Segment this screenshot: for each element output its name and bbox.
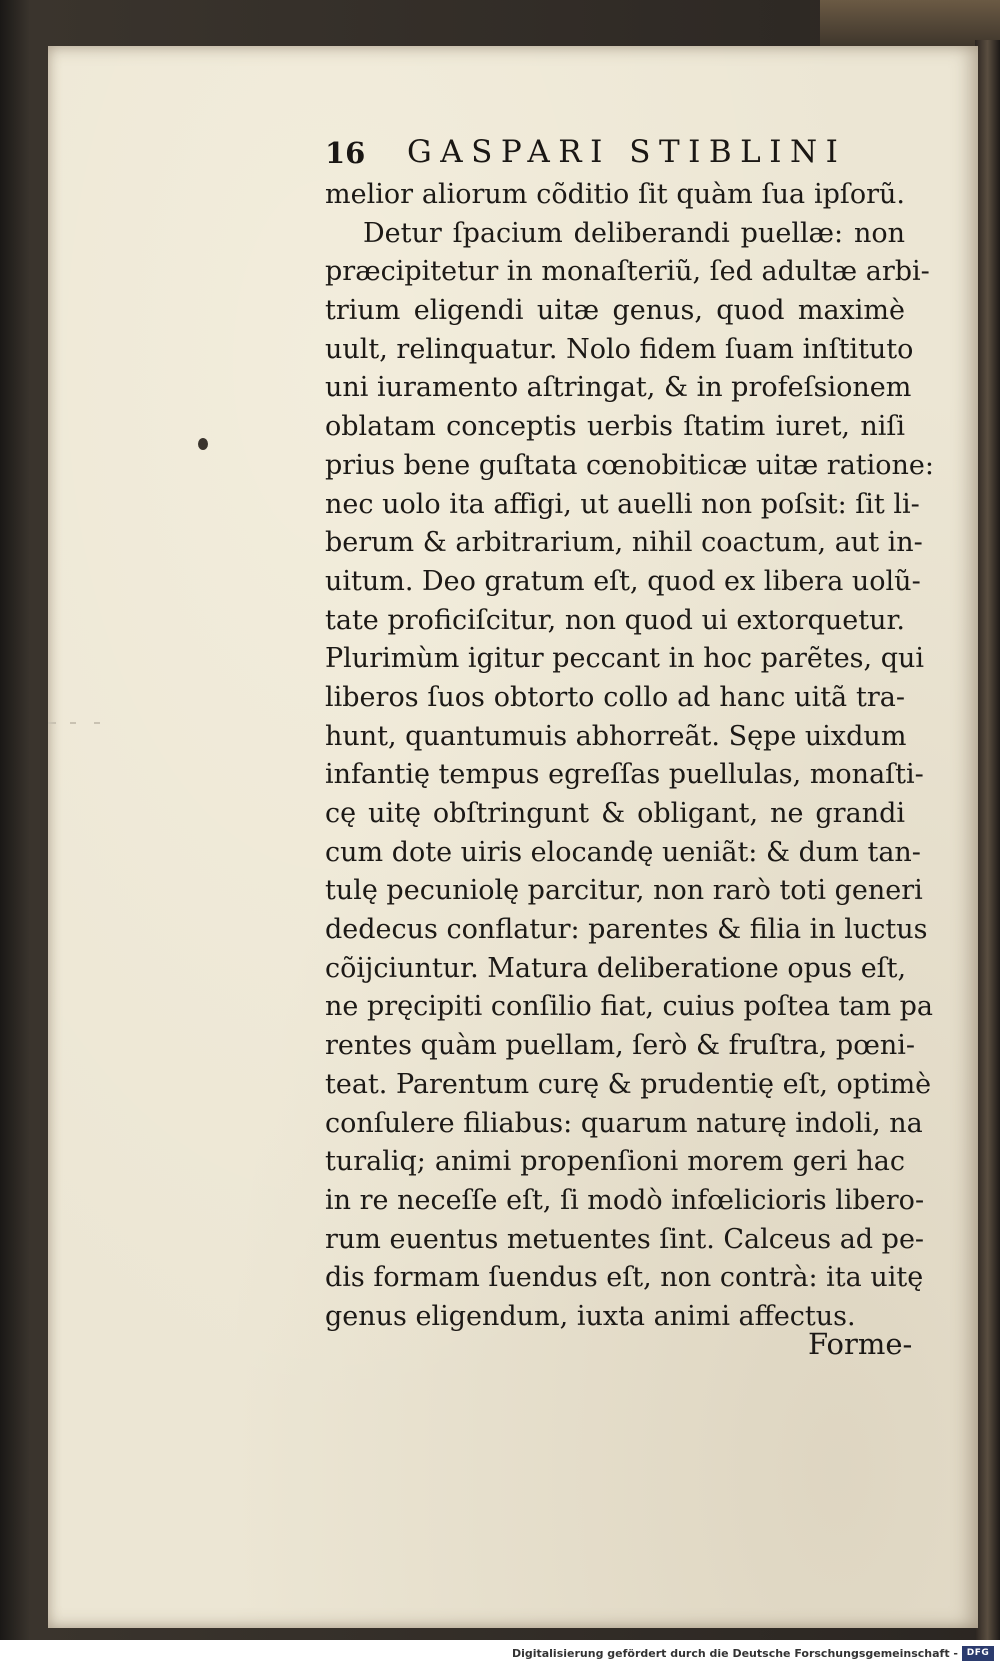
text-line: rum euentus metuentes ſint. Calceus ad pe- — [325, 1223, 925, 1255]
text-line: melior aliorum cõditio ſit quàm ſua ipſorũ. — [325, 179, 905, 210]
margin-mark — [94, 722, 100, 724]
body-text — [325, 176, 945, 1337]
text-line: dedecus conflatur: parentes & filia in luctus — [325, 914, 928, 946]
text-line: prius bene guſtata cœnobiticæ uitæ ratione: — [325, 449, 935, 481]
text-line: cę uitę obſtringunt & obligant, ne grandi — [325, 798, 905, 829]
text-line: rentes quàm puellam, ſerò & fruſtra, pœni- — [325, 1030, 916, 1062]
text-line: liberos ſuos obtorto collo ad hanc uitã tra- — [325, 681, 905, 713]
text-line: nec uolo ita affigi, ut auelli non poſsit: ſit li- — [325, 488, 920, 520]
text-line: teat. Parentum curę & prudentię eſt, optimè — [325, 1068, 932, 1100]
text-line: genus eligendum, iuxta animi affectus. — [325, 1300, 856, 1332]
page-number: 16 — [325, 136, 366, 170]
text-line: ne pręcipiti conſilio fiat, cuius poſtea tam pa — [325, 991, 934, 1023]
text-line: uult, relinquatur. Nolo fidem ſuam inſtituto — [325, 333, 914, 365]
text-line: turaliq; animi propenſioni morem geri hac — [325, 1146, 905, 1178]
text-line: infantię tempus egreſſas puellulas, monaſti- — [325, 759, 924, 791]
ink-spot — [198, 438, 208, 450]
book-binding-top — [820, 0, 1000, 50]
text-line: Plurimùm igitur peccant in hoc parẽtes, qui — [325, 643, 924, 675]
text-line: in re neceſſe eſt, ſi modò infœlicioris libero- — [325, 1184, 925, 1216]
text-line: hunt, quantumuis abhorreãt. Sępe uixdum — [325, 720, 907, 752]
text-line: cum dote uiris elocandę ueniãt: & dum tan- — [325, 836, 921, 868]
text-line: dis formam ſuendus eſt, non contrà: ita uitę — [325, 1262, 924, 1294]
margin-mark — [70, 722, 76, 724]
text-line: uni iuramento aſtringat, & in profeſsionem — [325, 372, 912, 404]
text-line: cõijciuntur. Matura deliberatione opus eſt, — [325, 952, 907, 984]
book-binding-edge — [975, 40, 1000, 1640]
catchword: Forme- — [808, 1327, 913, 1361]
text-line: tulę pecuniolę parcitur, non rarò toti generi — [325, 875, 923, 907]
text-line: præcipitetur in monaſteriũ, ſed adultæ arbi- — [325, 256, 930, 288]
running-head — [325, 134, 905, 174]
dfg-logo: DFG — [962, 1646, 994, 1661]
margin-mark — [48, 722, 56, 724]
text-line: berum & arbitrarium, nihil coactum, aut in- — [325, 527, 923, 559]
funding-credit: Digitalisierung gefördert durch die Deutsche Forschungsgemeinschaft - — [511, 1647, 958, 1660]
digitization-footer — [0, 1640, 1000, 1669]
text-line: oblatam conceptis uerbis ſtatim iuret, niſi — [325, 411, 905, 443]
text-line: Detur ſpacium deliberandi puellæ: non — [363, 217, 905, 249]
text-line: tate proficiſcitur, non quod ui extorquetur. — [325, 604, 905, 636]
text-line: trium eligendi uitæ genus, quod maximè — [325, 295, 905, 327]
text-line: conſulere filiabus: quarum naturę indoli, na — [325, 1107, 923, 1139]
text-line: uitum. Deo gratum eſt, quod ex libera uolũ- — [325, 565, 921, 597]
running-head-title: GASPARI STIBLINI — [407, 134, 847, 170]
